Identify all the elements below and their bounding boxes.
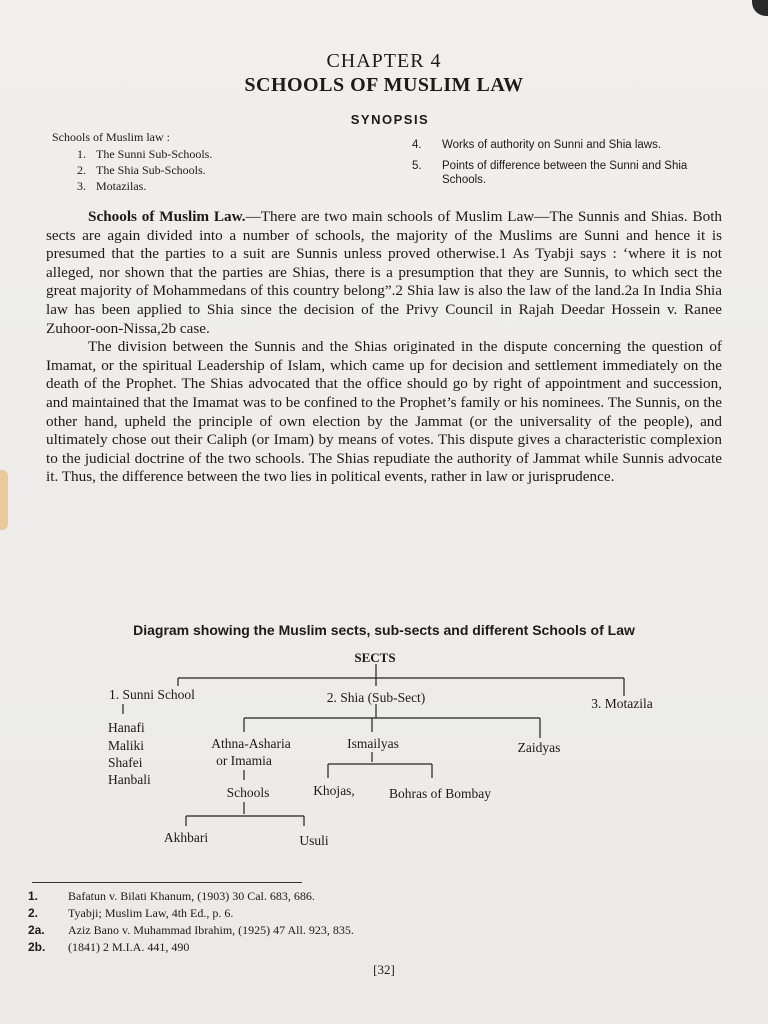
footnote bbox=[28, 922, 628, 939]
chapter-label: CHAPTER 4 bbox=[326, 50, 442, 72]
page-edge-mark bbox=[0, 470, 8, 530]
node-sects: SECTS bbox=[354, 650, 396, 665]
node-imamia: or Imamia bbox=[216, 753, 272, 768]
node-athna-asharia: Athna-Asharia bbox=[211, 736, 291, 751]
body-text bbox=[46, 208, 722, 487]
paragraph-1 bbox=[46, 208, 722, 338]
node-maliki: Maliki bbox=[108, 738, 144, 753]
node-khojas: Khojas, bbox=[313, 783, 355, 798]
synopsis-item bbox=[412, 138, 732, 152]
paragraph-1-text: —There are two main schools of Muslim Law—The Sunnis and Shias. Both sects are again divided into a number of schools, the majority of the Muslims are Sunni and hence it is presumed that the parties to a suit are Sunnis unless proved otherwise.1 As Tyabji says : ‘where it is not alleged, nor shown that the parties are Shias, there is a presumption that they are Sunnis, to which sect the great majority of Mohammedans of this country belong”.2 Shia law is also the law of the land.2a In India Shia law has been applied to Shia since the decision of the Privy Council in Rajah Deedar Hossein v. Ranee Zuhoor-oon-Nissa,2b case. bbox=[46, 208, 723, 337]
footnote-text: Bafatun v. Bilati Khanum, (1903) 30 Cal. 683, 686. bbox=[68, 889, 315, 903]
footnote bbox=[28, 905, 628, 922]
paragraph-1-lead: Schools of Muslim Law. bbox=[88, 208, 246, 225]
synopsis-right-column bbox=[412, 138, 732, 194]
node-bohras: Bohras of Bombay bbox=[389, 786, 491, 801]
corner-shadow bbox=[752, 0, 768, 16]
synopsis-item-text: The Sunni Sub-Schools. bbox=[96, 147, 213, 161]
synopsis-item-text: The Shia Sub-Schools. bbox=[96, 163, 206, 177]
page-number: [32] bbox=[373, 962, 395, 977]
footnote-number: 2b. bbox=[28, 940, 46, 954]
node-usuli: Usuli bbox=[299, 833, 329, 848]
synopsis-item-number: 2. bbox=[77, 163, 86, 177]
synopsis-intro: Schools of Muslim law : bbox=[52, 130, 171, 144]
footnote-text: (1841) 2 M.I.A. 441, 490 bbox=[68, 940, 190, 954]
node-shafei: Shafei bbox=[108, 755, 143, 770]
synopsis-item-text: Points of difference between the Sunni and Shia Schools. bbox=[442, 160, 688, 186]
synopsis-heading: SYNOPSIS bbox=[350, 112, 430, 127]
synopsis-item bbox=[52, 178, 352, 194]
footnote bbox=[28, 888, 628, 905]
node-schools: Schools bbox=[226, 785, 270, 800]
footnotes bbox=[28, 888, 628, 956]
synopsis-item-number: 4. bbox=[412, 139, 422, 151]
footnote-rule bbox=[32, 882, 302, 883]
synopsis-item-text: Motazilas. bbox=[96, 179, 147, 193]
diagram-title: Diagram showing the Muslim sects, sub-sects and different Schools of Law bbox=[133, 622, 635, 638]
footnote-number: 1. bbox=[28, 889, 39, 903]
chapter-title: SCHOOLS OF MUSLIM LAW bbox=[244, 74, 524, 96]
footnote-number: 2. bbox=[28, 906, 39, 920]
synopsis-item bbox=[52, 146, 352, 162]
node-hanafi: Hanafi bbox=[108, 720, 145, 735]
node-zaidyas: Zaidyas bbox=[517, 740, 561, 755]
node-sunni: 1. Sunni School bbox=[109, 687, 195, 702]
footnote bbox=[28, 939, 628, 956]
synopsis-left-column bbox=[52, 129, 352, 194]
footnote-text: Tyabji; Muslim Law, 4th Ed., p. 6. bbox=[68, 906, 234, 920]
node-shia: 2. Shia (Sub-Sect) bbox=[326, 690, 426, 705]
synopsis-item-text: Works of authority on Sunni and Shia laws. bbox=[442, 139, 662, 151]
footnote-number: 2a. bbox=[28, 923, 45, 937]
synopsis-item-number: 3. bbox=[77, 179, 86, 193]
footnote-text: Aziz Bano v. Muhammad Ibrahim, (1925) 47 All. 923, 835. bbox=[68, 923, 354, 937]
synopsis-item bbox=[412, 159, 732, 187]
synopsis-item bbox=[52, 162, 352, 178]
synopsis-item-number: 5. bbox=[412, 160, 422, 172]
node-hanbali: Hanbali bbox=[108, 772, 151, 787]
synopsis-item-number: 1. bbox=[77, 147, 86, 161]
node-akhbari: Akhbari bbox=[163, 830, 209, 845]
sects-diagram bbox=[0, 640, 768, 860]
node-ismailyas: Ismailyas bbox=[347, 736, 399, 751]
node-motazila: 3. Motazila bbox=[591, 696, 653, 711]
paragraph-2: The division between the Sunnis and the Shias originated in the dispute concerning the question of Imamat, or the spiritual Leadership of Islam, which came up for decision and settlement immediately on the death of the Prophet. The Shias advocated that the office should go by right of appointment and succession, and maintained that the Imamat was to be confined to the Prophet’s family or his nominees. The Sunnis, on the other hand, upheld the principle of own election by the Jammat (or the universality of the people), and ultimately chose out their Caliph (or Imam) by means of votes. This dispute gives a characteristic complexion to the judicial doctrine of the two schools. The Shias repudiate the authority of Jammat while Sunnis advocate it. Thus, the difference between the two lies in political events, rather in law or jurisprudence. bbox=[46, 338, 722, 486]
